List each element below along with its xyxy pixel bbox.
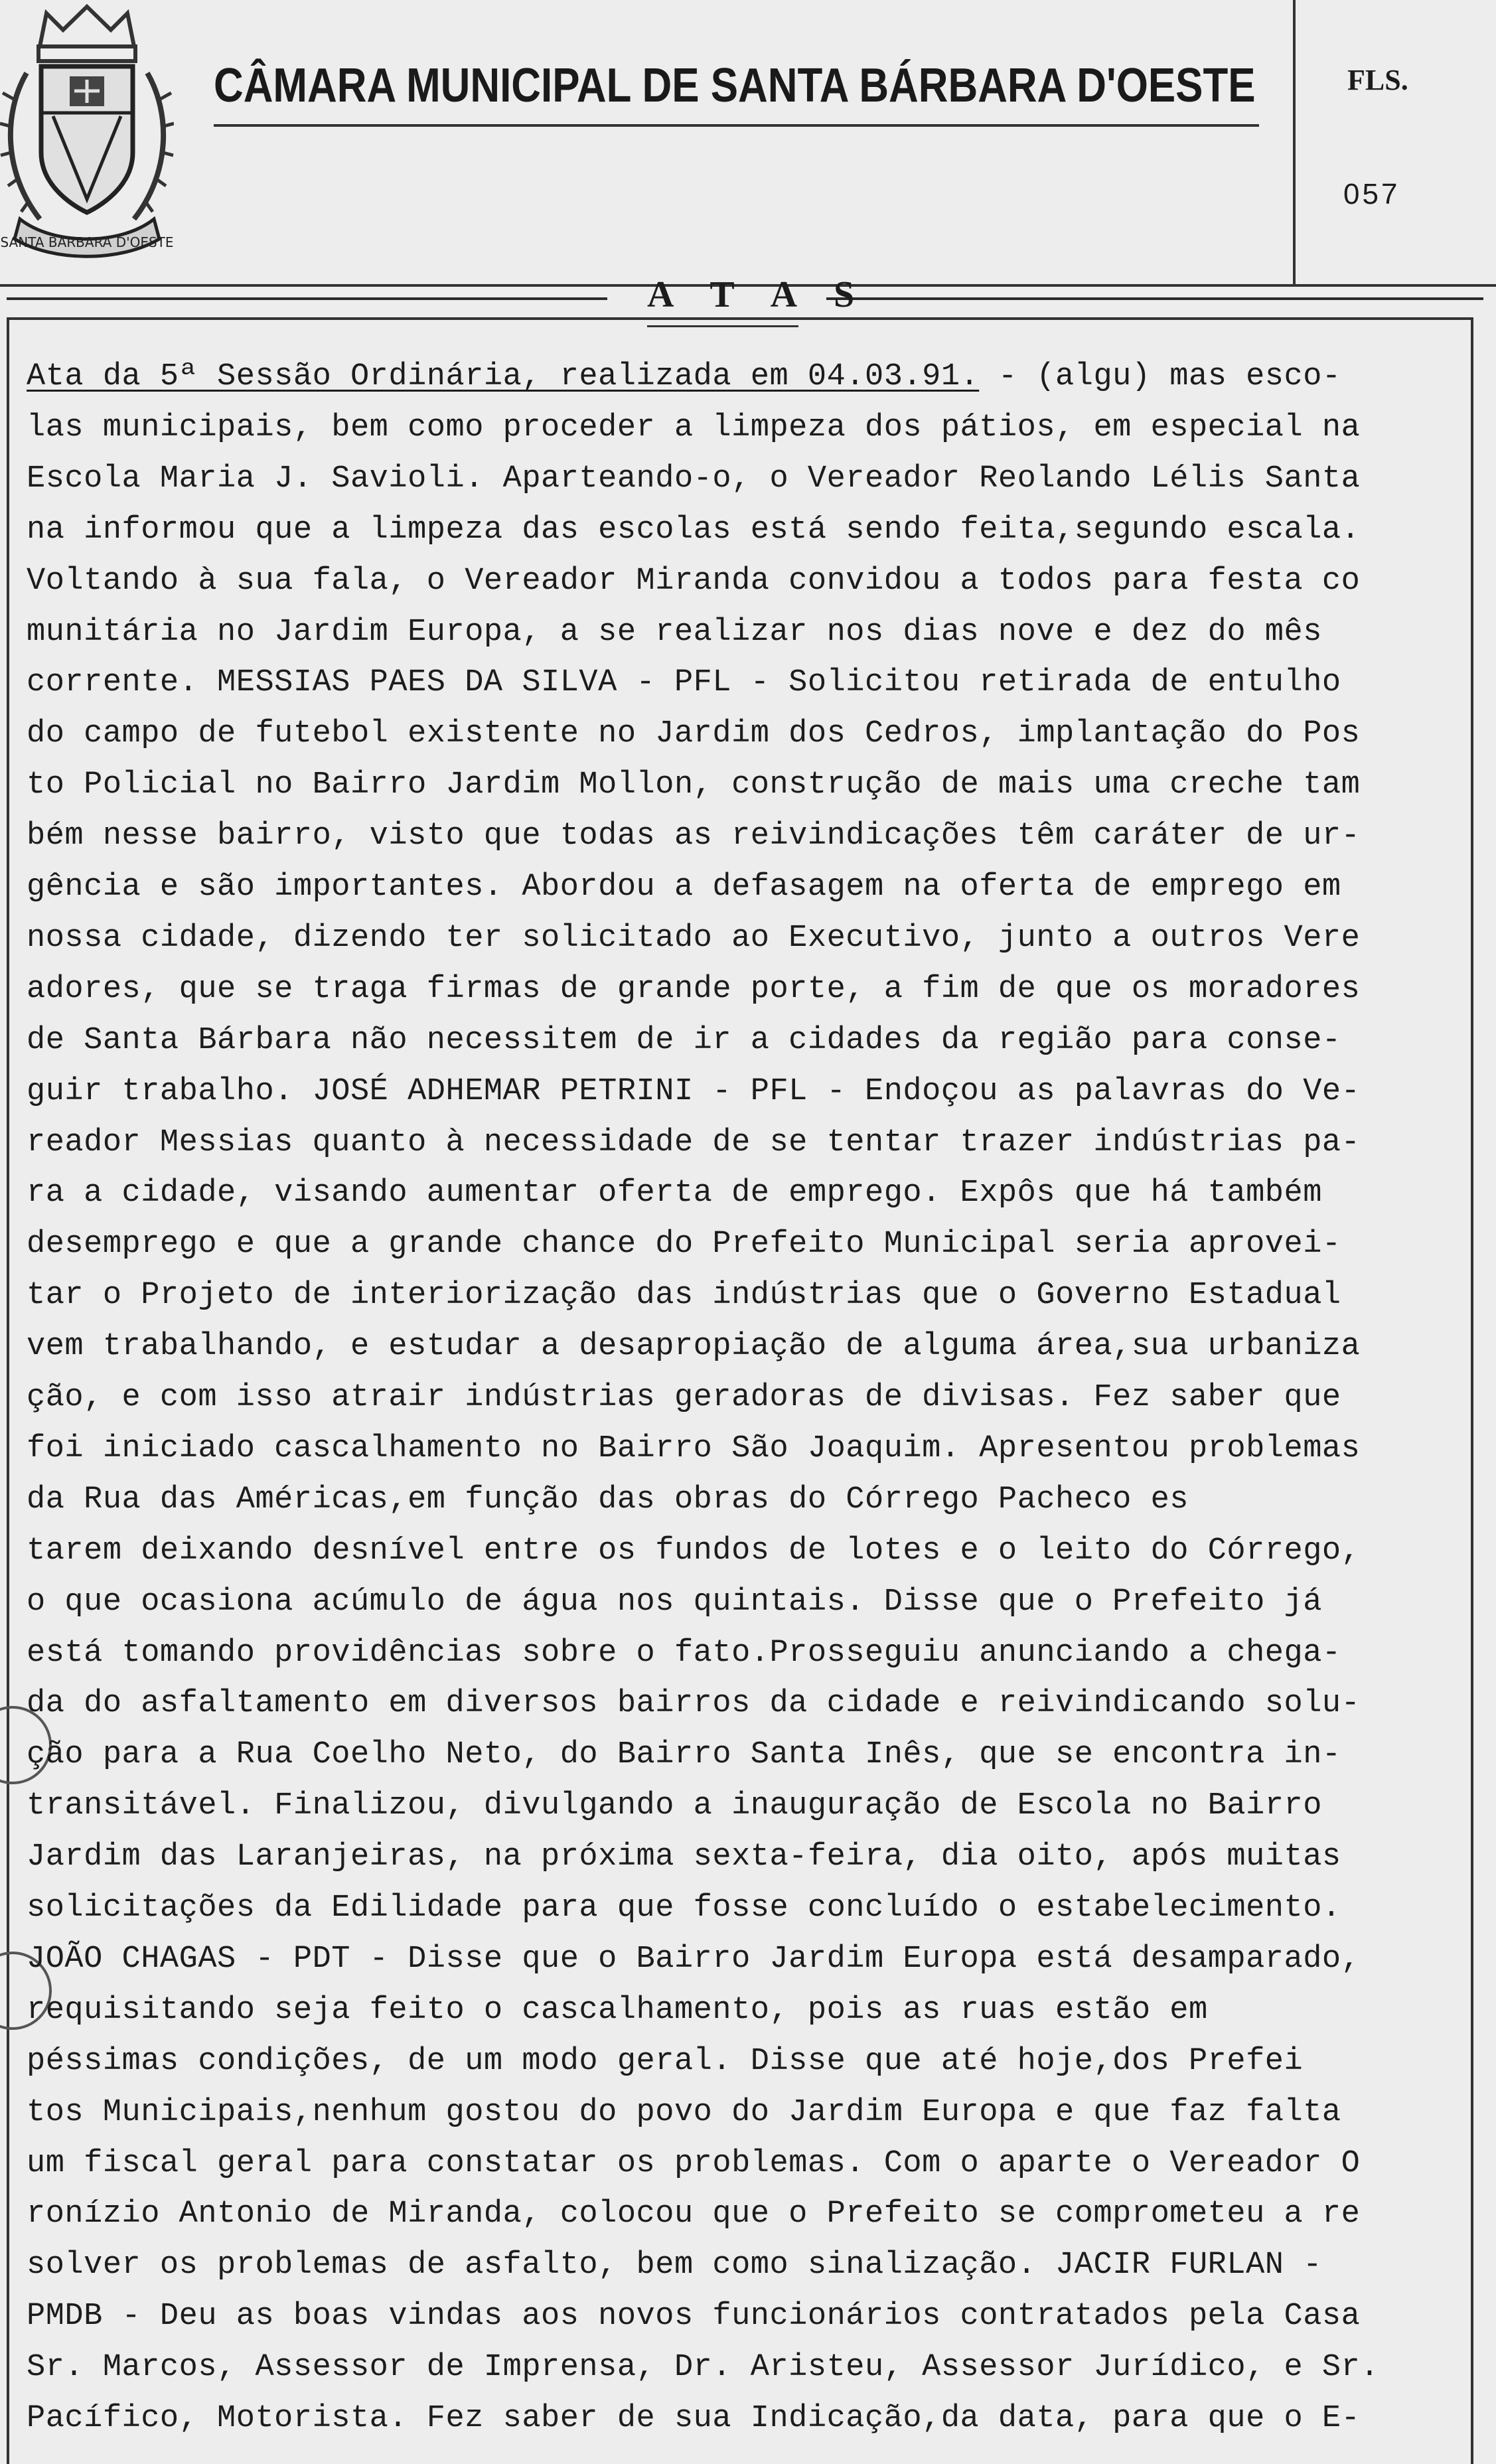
minutes-line: o que ocasiona acúmulo de água nos quintais. Disse que o Prefeito já xyxy=(27,1584,1322,1620)
minutes-line: solver os problemas de asfalto, bem como sinalização. JACIR FURLAN - xyxy=(27,2248,1322,2283)
minutes-line: gência e são importantes. Abordou a defasagem na oferta de emprego em xyxy=(27,870,1341,905)
minutes-line: reador Messias quanto à necessidade de se tentar trazer indústrias pa- xyxy=(27,1124,1361,1160)
minutes-line: ção para a Rua Coelho Neto, do Bairro Santa Inês, que se encontra in- xyxy=(27,1737,1341,1773)
session-heading: Ata da 5ª Sessão Ordinária, realizada em 04.03.91. xyxy=(27,359,980,394)
minutes-line: corrente. MESSIAS PAES DA SILVA - PFL - Solicitou retirada de entulho xyxy=(27,665,1341,701)
municipal-seal-icon xyxy=(0,0,174,260)
minutes-line: solicitações da Edilidade para que fosse concluído o estabelecimento. xyxy=(27,1890,1341,1926)
minutes-line: Escola Maria J. Savioli. Aparteando-o, o Vereador Reolando Lélis Santa xyxy=(27,461,1361,497)
minutes-line: vem trabalhando, e estudar a desapropiação de alguma área,sua urbaniza xyxy=(27,1329,1361,1365)
minutes-line: transitável. Finalizou, divulgando a inauguração de Escola no Bairro xyxy=(27,1788,1322,1824)
minutes-line: Pacífico, Motorista. Fez saber de sua Indicação,da data, para que o E- xyxy=(27,2401,1361,2436)
minutes-line: na informou que a limpeza das escolas está sendo feita,segundo escala. xyxy=(27,512,1361,548)
minutes-line: um fiscal geral para constatar os problemas. Com o aparte o Vereador O xyxy=(27,2145,1361,2181)
section-title: A T A S xyxy=(647,274,869,315)
minutes-line: ra a cidade, visando aumentar oferta de emprego. Expôs que há também xyxy=(27,1176,1322,1211)
folio-box xyxy=(1293,0,1496,285)
minutes-line: Sr. Marcos, Assessor de Imprensa, Dr. Aristeu, Assessor Jurídico, e Sr. xyxy=(27,2350,1380,2386)
minutes-line: está tomando providências sobre o fato.Prosseguiu anunciando a chega- xyxy=(27,1635,1341,1671)
minutes-line: tar o Projeto de interiorização das indústrias que o Governo Estadual xyxy=(27,1278,1341,1314)
minutes-line: PMDB - Deu as boas vindas aos novos funcionários contratados pela Casa xyxy=(27,2299,1361,2335)
title-rule xyxy=(214,124,1259,127)
minutes-line: munitária no Jardim Europa, a se realizar nos dias nove e dez do mês xyxy=(27,614,1322,650)
minutes-line: desemprego e que a grande chance do Prefeito Municipal seria aprovei- xyxy=(27,1227,1341,1263)
session-heading-continuation: - (algu) mas esco- xyxy=(979,359,1341,394)
folio-label: FLS. xyxy=(1347,64,1408,96)
minutes-line: ronízio Antonio de Miranda, colocou que o Prefeito se comprometeu a re xyxy=(27,2196,1361,2232)
seal-motto: SANTA BARBARA D'OESTE xyxy=(0,234,174,250)
minutes-line: da Rua das Américas,em função das obras do Córrego Pacheco es xyxy=(27,1482,1189,1517)
minutes-line: da do asfaltamento em diversos bairros da cidade e reivindicando solu- xyxy=(27,1686,1361,1722)
minutes-line: do campo de futebol existente no Jardim dos Cedros, implantação do Pos xyxy=(27,716,1361,752)
chamber-title: CÂMARA MUNICIPAL DE SANTA BÁRBARA D'OESTE xyxy=(214,59,1256,112)
minutes-line: guir trabalho. JOSÉ ADHEMAR PETRINI - PFL - Endoçou as palavras do Ve- xyxy=(27,1073,1361,1109)
minutes-line: adores, que se traga firmas de grande porte, a fim de que os moradores xyxy=(27,971,1361,1007)
minutes-line: tarem deixando desnível entre os fundos de lotes e o leito do Córrego, xyxy=(27,1533,1361,1569)
minutes-line: Jardim das Laranjeiras, na próxima sexta-feira, dia oito, após muitas xyxy=(27,1839,1341,1875)
minutes-line: ção, e com isso atrair indústrias geradoras de divisas. Fez saber que xyxy=(27,1380,1341,1415)
minutes-line: tos Municipais,nenhum gostou do povo do Jardim Europa e que faz falta xyxy=(27,2094,1341,2130)
minutes-line: JOÃO CHAGAS - PDT - Disse que o Bairro Jardim Europa está desamparado, xyxy=(27,1941,1361,1977)
minutes-line: foi iniciado cascalhamento no Bairro São Joaquim. Apresentou problemas xyxy=(27,1430,1361,1466)
minutes-line: Voltando à sua fala, o Vereador Miranda convidou a todos para festa co xyxy=(27,563,1361,599)
section-line-left xyxy=(7,297,607,300)
minutes-line: bém nesse bairro, visto que todas as reivindicações têm caráter de ur- xyxy=(27,818,1361,854)
minutes-line: requisitando seja feito o cascalhamento, pois as ruas estão em xyxy=(27,1992,1208,2028)
minutes-line: de Santa Bárbara não necessitem de ir a cidades da região para conse- xyxy=(27,1022,1341,1058)
folio-number: 057 xyxy=(1343,178,1400,210)
minutes-line: péssimas condições, de um modo geral. Disse que até hoje,dos Prefei xyxy=(27,2043,1304,2079)
minutes-line: nossa cidade, dizendo ter solicitado ao Executivo, junto a outros Vere xyxy=(27,920,1361,956)
minutes-line-first xyxy=(27,352,1454,402)
minutes-line: to Policial no Bairro Jardim Mollon, construção de mais uma creche tam xyxy=(27,767,1361,803)
minutes-line: las municipais, bem como proceder a limpeza dos pátios, em especial na xyxy=(27,410,1361,445)
section-line-right xyxy=(826,297,1483,300)
